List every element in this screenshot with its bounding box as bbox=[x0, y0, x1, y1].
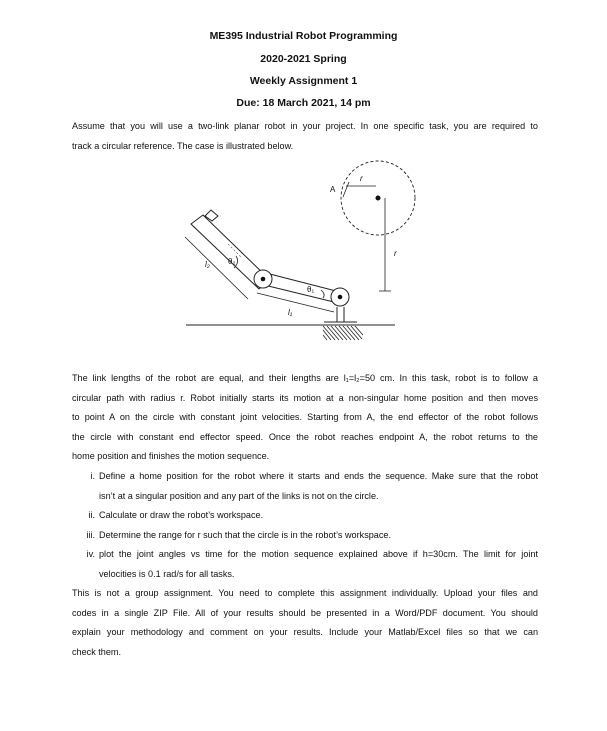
list-number: iv. bbox=[86, 549, 95, 560]
body-line: The link lengths of the robot are equal, and their lengths are l₁=l₂=50 cm. In this task, robot is to follow a bbox=[72, 373, 538, 383]
intro-line: track a circular reference. The case is illustrated below. bbox=[72, 140, 294, 151]
due-date: Due: 18 March 2021, 14 pm bbox=[236, 97, 371, 109]
list-text: Calculate or draw the robot’s workspace. bbox=[99, 510, 264, 521]
task-list bbox=[79, 467, 538, 585]
list-text: Define a home position for the robot where it starts and ends the sequence. Make sure that the robot bbox=[99, 471, 538, 481]
list-text: isn’t at a singular position and any part of the links is not on the circle. bbox=[99, 490, 379, 501]
label-a: A bbox=[330, 185, 336, 194]
list-item bbox=[79, 545, 538, 584]
theta1-arc bbox=[321, 290, 324, 298]
closing-line: This is not a group assignment. You need to complete this assignment individually. Upload your files and bbox=[72, 588, 538, 598]
circle-center bbox=[376, 196, 381, 201]
document-title: ME395 Industrial Robot Programming bbox=[209, 30, 398, 42]
body-paragraph bbox=[72, 369, 538, 467]
label-theta2: θ₂ bbox=[228, 257, 236, 266]
label-l1: l₁ bbox=[288, 308, 293, 317]
list-item bbox=[79, 506, 538, 526]
intro-line: Assume that you will use a two-link planar robot in your project. In one specific task, you are required to bbox=[72, 121, 538, 131]
body-line: the circle with constant end effector speed. Once the robot reaches endpoint A, the robot returns to the bbox=[72, 431, 538, 442]
label-theta1: θ₁ bbox=[307, 285, 315, 294]
label-r-top: r bbox=[360, 174, 363, 183]
body-line: to point A on the circle with constant joint velocities. Starting from A, the end effector of the robot follows bbox=[72, 412, 538, 423]
list-number: i. bbox=[90, 471, 95, 481]
list-number: ii. bbox=[88, 510, 95, 521]
list-text: plot the joint angles vs time for the motion sequence explained above if h=30cm. The limit for joint bbox=[99, 549, 538, 560]
body-line: circular path with radius r. Robot initially starts its motion at a non-singular home position and then moves bbox=[72, 392, 538, 403]
list-item bbox=[79, 526, 538, 546]
assignment-label: Weekly Assignment 1 bbox=[249, 75, 358, 87]
list-text: Determine the range for r such that the circle is in the robot’s workspace. bbox=[99, 529, 391, 540]
l1-dimension bbox=[257, 293, 334, 312]
label-l2: l₂ bbox=[205, 260, 210, 269]
closing-line: check them. bbox=[72, 646, 122, 657]
base-joint-center bbox=[338, 295, 343, 300]
intro-paragraph bbox=[72, 117, 538, 156]
elbow-joint-center bbox=[261, 277, 266, 282]
label-r-side: r bbox=[394, 249, 397, 258]
list-item bbox=[79, 467, 538, 506]
term-label: 2020-2021 Spring bbox=[260, 53, 347, 65]
list-text: velocities is 0.1 rad/s for all tasks. bbox=[99, 568, 235, 579]
body-line: home position and finishes the motion sequence. bbox=[72, 451, 270, 462]
closing-line: codes in a single ZIP File. All of your results should be presented in a Word/PDF document. You should bbox=[72, 607, 538, 618]
l2-dimension bbox=[185, 237, 248, 299]
ground-hatch bbox=[323, 326, 363, 340]
robot-diagram bbox=[0, 158, 607, 358]
list-number: iii. bbox=[86, 529, 95, 540]
closing-line: explain your methodology and comment on your results. Include your Matlab/Excel files so that we can bbox=[72, 627, 538, 638]
closing-paragraph bbox=[72, 584, 538, 662]
